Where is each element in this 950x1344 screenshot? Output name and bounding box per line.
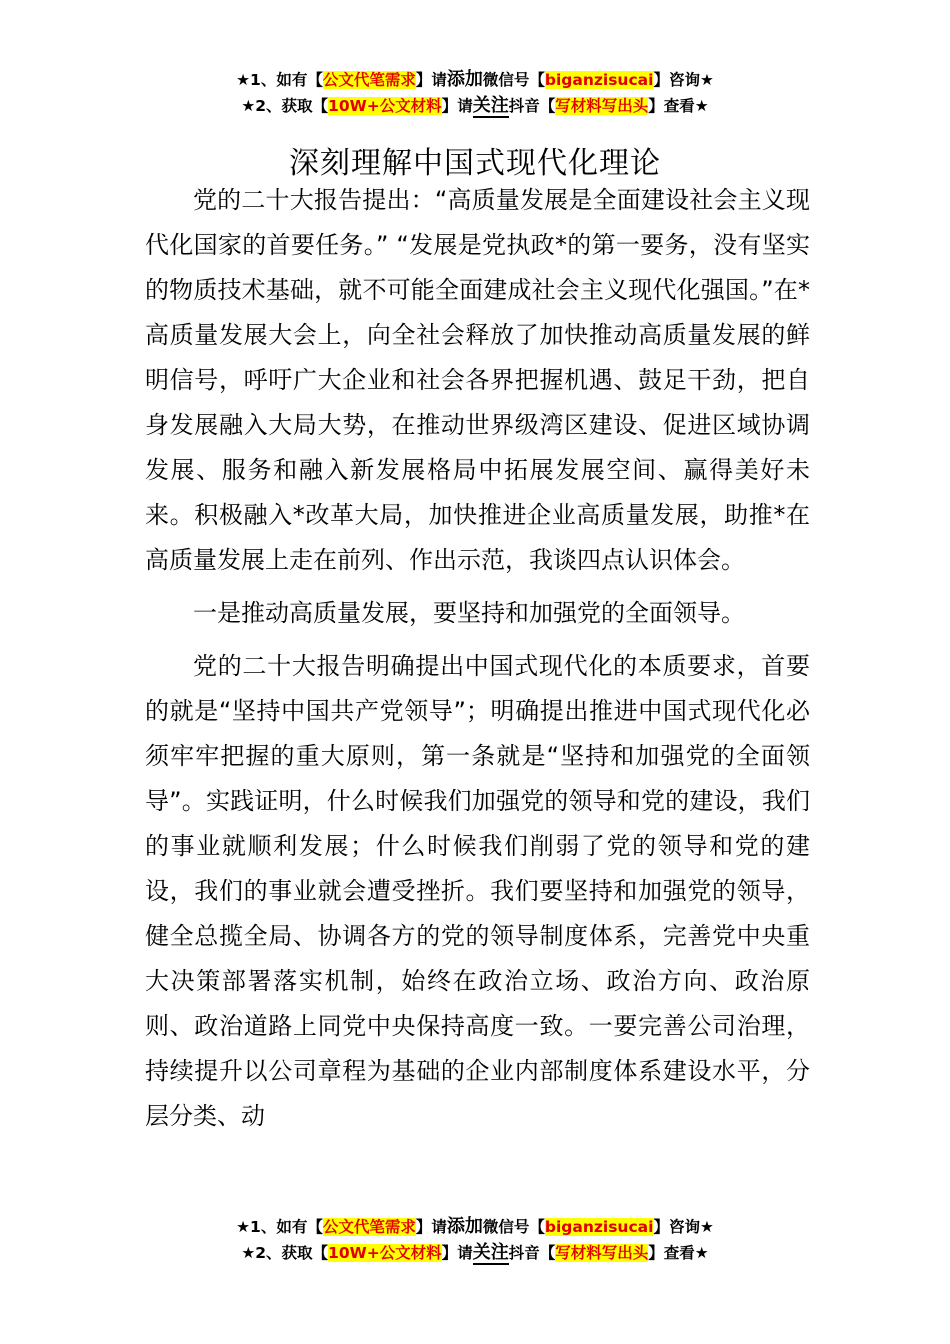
banner-line-2 [0, 93, 950, 119]
footer-banner [0, 1214, 950, 1266]
banner-line-1 [0, 1214, 950, 1240]
banner-text: 抖音【 [508, 97, 556, 115]
banner-highlight: biganzisucai [544, 1218, 654, 1236]
banner-text: ★1、如有【 [236, 71, 323, 89]
banner-text: 】咨询★ [653, 71, 714, 89]
document-title: 深刻理解中国式现代化理论 [289, 146, 661, 182]
banner-highlight: 10W+公文材料 [328, 1244, 442, 1262]
banner-text: 添加 [446, 69, 483, 90]
banner-text: 】请 [415, 71, 447, 89]
banner-highlight: 写材料写出头 [555, 97, 649, 115]
banner-text: 微信号【 [482, 1218, 545, 1236]
banner-text: ★1、如有【 [236, 1218, 323, 1236]
banner-line-2 [0, 1240, 950, 1266]
banner-text: 关注 [472, 1242, 509, 1263]
banner-text: 添加 [446, 1216, 483, 1237]
banner-highlight: 公文代笔需求 [322, 71, 416, 89]
banner-highlight: 公文代笔需求 [322, 1218, 416, 1236]
paragraph: 党的二十大报告明确提出中国式现代化的本质要求，首要的就是“坚持中国共产党领导”；明确提出推进中国式现代化必须牢牢把握的重大原则，第一条就是“坚持和加强党的全面领导”。实践证明，什么时候我们加强党的领导和党的建设，我们的事业就顺利发展；什么时候我们削弱了党的领导和党的建设，我们的事业就会遭受挫折。我们要坚持和加强党的领导，健全总揽全局、协调各方的党的领导制度体系，完善党中央重大决策部署落实机制，始终在政治立场、政治方向、政治原则、政治道路上同党中央保持高度一致。一要完善公司治理，持续提升以公司章程为基础的企业内部制度体系建设水平，分层分类、动 [145, 652, 810, 1130]
banner-text: 微信号【 [482, 71, 545, 89]
banner-text: ★2、获取【 [241, 97, 329, 115]
banner-text: 】请 [415, 1218, 447, 1236]
banner-highlight: biganzisucai [544, 71, 654, 89]
banner-text: 】请 [441, 1244, 473, 1262]
banner-line-1 [0, 67, 950, 93]
banner-text: 】查看★ [648, 1244, 709, 1262]
banner-text: ★2、获取【 [241, 1244, 329, 1262]
banner-text: 抖音【 [508, 1244, 556, 1262]
paragraph: 一是推动高质量发展，要坚持和加强党的全面领导。 [193, 599, 745, 627]
banner-highlight: 10W+公文材料 [328, 97, 442, 115]
banner-text: 关注 [472, 95, 509, 116]
header-banner [0, 67, 950, 119]
banner-text: 】请 [441, 97, 473, 115]
paragraph: 党的二十大报告提出：“高质量发展是全面建设社会主义现代化国家的首要任务。” “发展是党执政*的第一要务，没有坚实的物质技术基础，就不可能全面建成社会主义现代化强国。”在*高质量发展大会上，向全社会释放了加快推动高质量发展的鲜明信号，呼吁广大企业和社会各界把握机遇、鼓足干劲，把自身发展融入大局大势，在推动世界级湾区建设、促进区域协调发展、服务和融入新发展格局中拓展发展空间、赢得美好未来。积极融入*改革大局，加快推进企业高质量发展，助推*在高质量发展上走在前列、作出示范，我谈四点认识体会。 [145, 186, 810, 574]
banner-text: 】咨询★ [653, 1218, 714, 1236]
banner-text: 】查看★ [648, 97, 709, 115]
document-body [145, 178, 810, 1147]
banner-highlight: 写材料写出头 [555, 1244, 649, 1262]
